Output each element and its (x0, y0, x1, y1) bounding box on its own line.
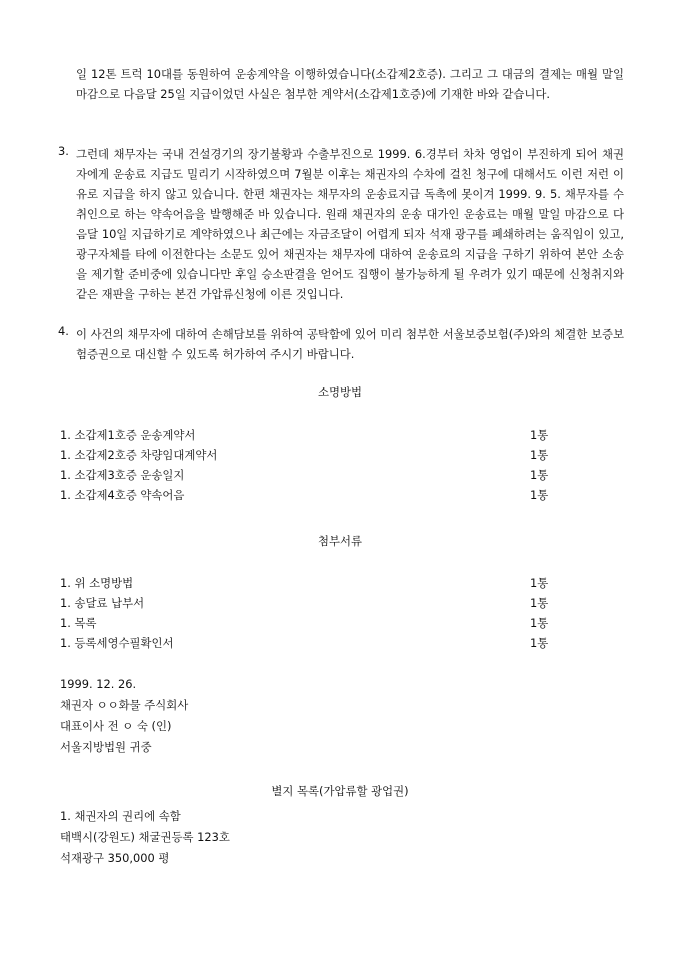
attachment-item-label: 1. 송달료 납부서 (60, 596, 145, 610)
evidence-item-qty: 1통 (530, 448, 549, 462)
list-item (60, 465, 560, 485)
list-item (60, 445, 560, 465)
attachments-list (60, 573, 560, 653)
filing-date: 1999. 12. 26. (60, 677, 137, 691)
attachment-item-qty: 1통 (530, 616, 549, 630)
evidence-item-qty: 1통 (530, 428, 549, 442)
paragraph-2-continuation: 일 12톤 트럭 10대를 동원하여 운송계약을 이행하였습니다(소갑제2호증). 그리고 그 대금의 결제는 매월 말일 마감으로 다음달 25일 지급이었던 사실은 첨부한 계약서(소갑제1호증)에 기재한 바와 같습니다. (76, 67, 624, 101)
attachment-item-qty: 1통 (530, 636, 549, 650)
evidence-item-qty: 1통 (530, 488, 549, 502)
evidence-list (60, 425, 560, 505)
attachment-item-label: 1. 등록세영수필확인서 (60, 636, 174, 650)
annex-block (60, 806, 230, 869)
annex-line: 1. 채권자의 권리에 속함 (60, 809, 181, 823)
paragraph-3 (58, 144, 624, 304)
evidence-item-label: 1. 소갑제2호증 차량임대계약서 (60, 448, 218, 462)
paragraph-3-text: 그런데 채무자는 국내 건설경기의 장기불황과 수출부진으로 1999. 6.경부터 차차 영업이 부진하게 되어 채권자에게 운송료 지급도 밀리기 시작하였으며 7월분 이후는 채권자의 수차에 걸친 청구에 대해서도 이런 저런 이유로 지급을 하지 않고 있습니다. 한편 채권자는 채무자의 운송료지급 독촉에 못이겨 1999. 9. 5. 채무자를 수취인으로 하는 약속어음을 발행해준 바 있습니다. 원래 채권자의 운송 대가인 운송료는 매월 말일 마감으로 다음달 10일 지급하기로 계약하였으나 최근에는 자금조달이 어렵게 되자 석재 광구를 폐쇄하려는 움직임이 있고, 광구자체를 타에 이전한다는 소문도 있어 채권자는 채무자에 대하여 운송료의 지급을 구하기 위하여 본안 소송을 제기할 준비중에 있습니다만 후일 승소판결을 얻어도 집행이 불가능하게 될 우려가 있기 때문에 신청취지와 같은 재판을 구하는 본건 가압류신청에 이른 것입니다. (76, 147, 624, 301)
annex-title: 별지 목록(가압류할 광업권) (271, 784, 409, 798)
paragraph-4-number: 4. (58, 324, 69, 338)
creditor-name: 채권자 ㅇㅇ화물 주식회사 (60, 698, 189, 712)
list-item (60, 593, 560, 613)
evidence-heading: 소명방법 (317, 385, 362, 399)
representative-name: 대표이사 전 ㅇ 숙 (인) (60, 719, 172, 733)
evidence-item-qty: 1통 (530, 468, 549, 482)
paragraph-3-number: 3. (58, 144, 69, 158)
list-item (60, 633, 560, 653)
attachment-item-label: 1. 위 소명방법 (60, 576, 134, 590)
paragraph-4 (58, 324, 624, 364)
court-addressee: 서울지방법원 귀중 (60, 740, 152, 754)
list-item (60, 613, 560, 633)
annex-line: 태백시(강원도) 채굴권등록 123호 (60, 830, 230, 844)
evidence-item-label: 1. 소갑제1호증 운송계약서 (60, 428, 196, 442)
annex-line: 석재광구 350,000 평 (60, 851, 170, 865)
attachment-item-qty: 1통 (530, 576, 549, 590)
list-item (60, 573, 560, 593)
evidence-item-label: 1. 소갑제3호증 운송일지 (60, 468, 185, 482)
list-item (60, 485, 560, 505)
paragraph-4-text: 이 사건의 채무자에 대하여 손해담보를 위하여 공탁함에 있어 미리 첨부한 서울보증보험(주)와의 체결한 보증보험증권으로 대신할 수 있도록 허가하여 주시기 바랍니다. (76, 327, 624, 361)
evidence-item-label: 1. 소갑제4호증 약속어음 (60, 488, 185, 502)
signature-block (60, 674, 188, 758)
attachment-item-qty: 1통 (530, 596, 549, 610)
attachments-heading: 첨부서류 (317, 534, 362, 548)
attachment-item-label: 1. 목록 (60, 616, 97, 630)
list-item (60, 425, 560, 445)
